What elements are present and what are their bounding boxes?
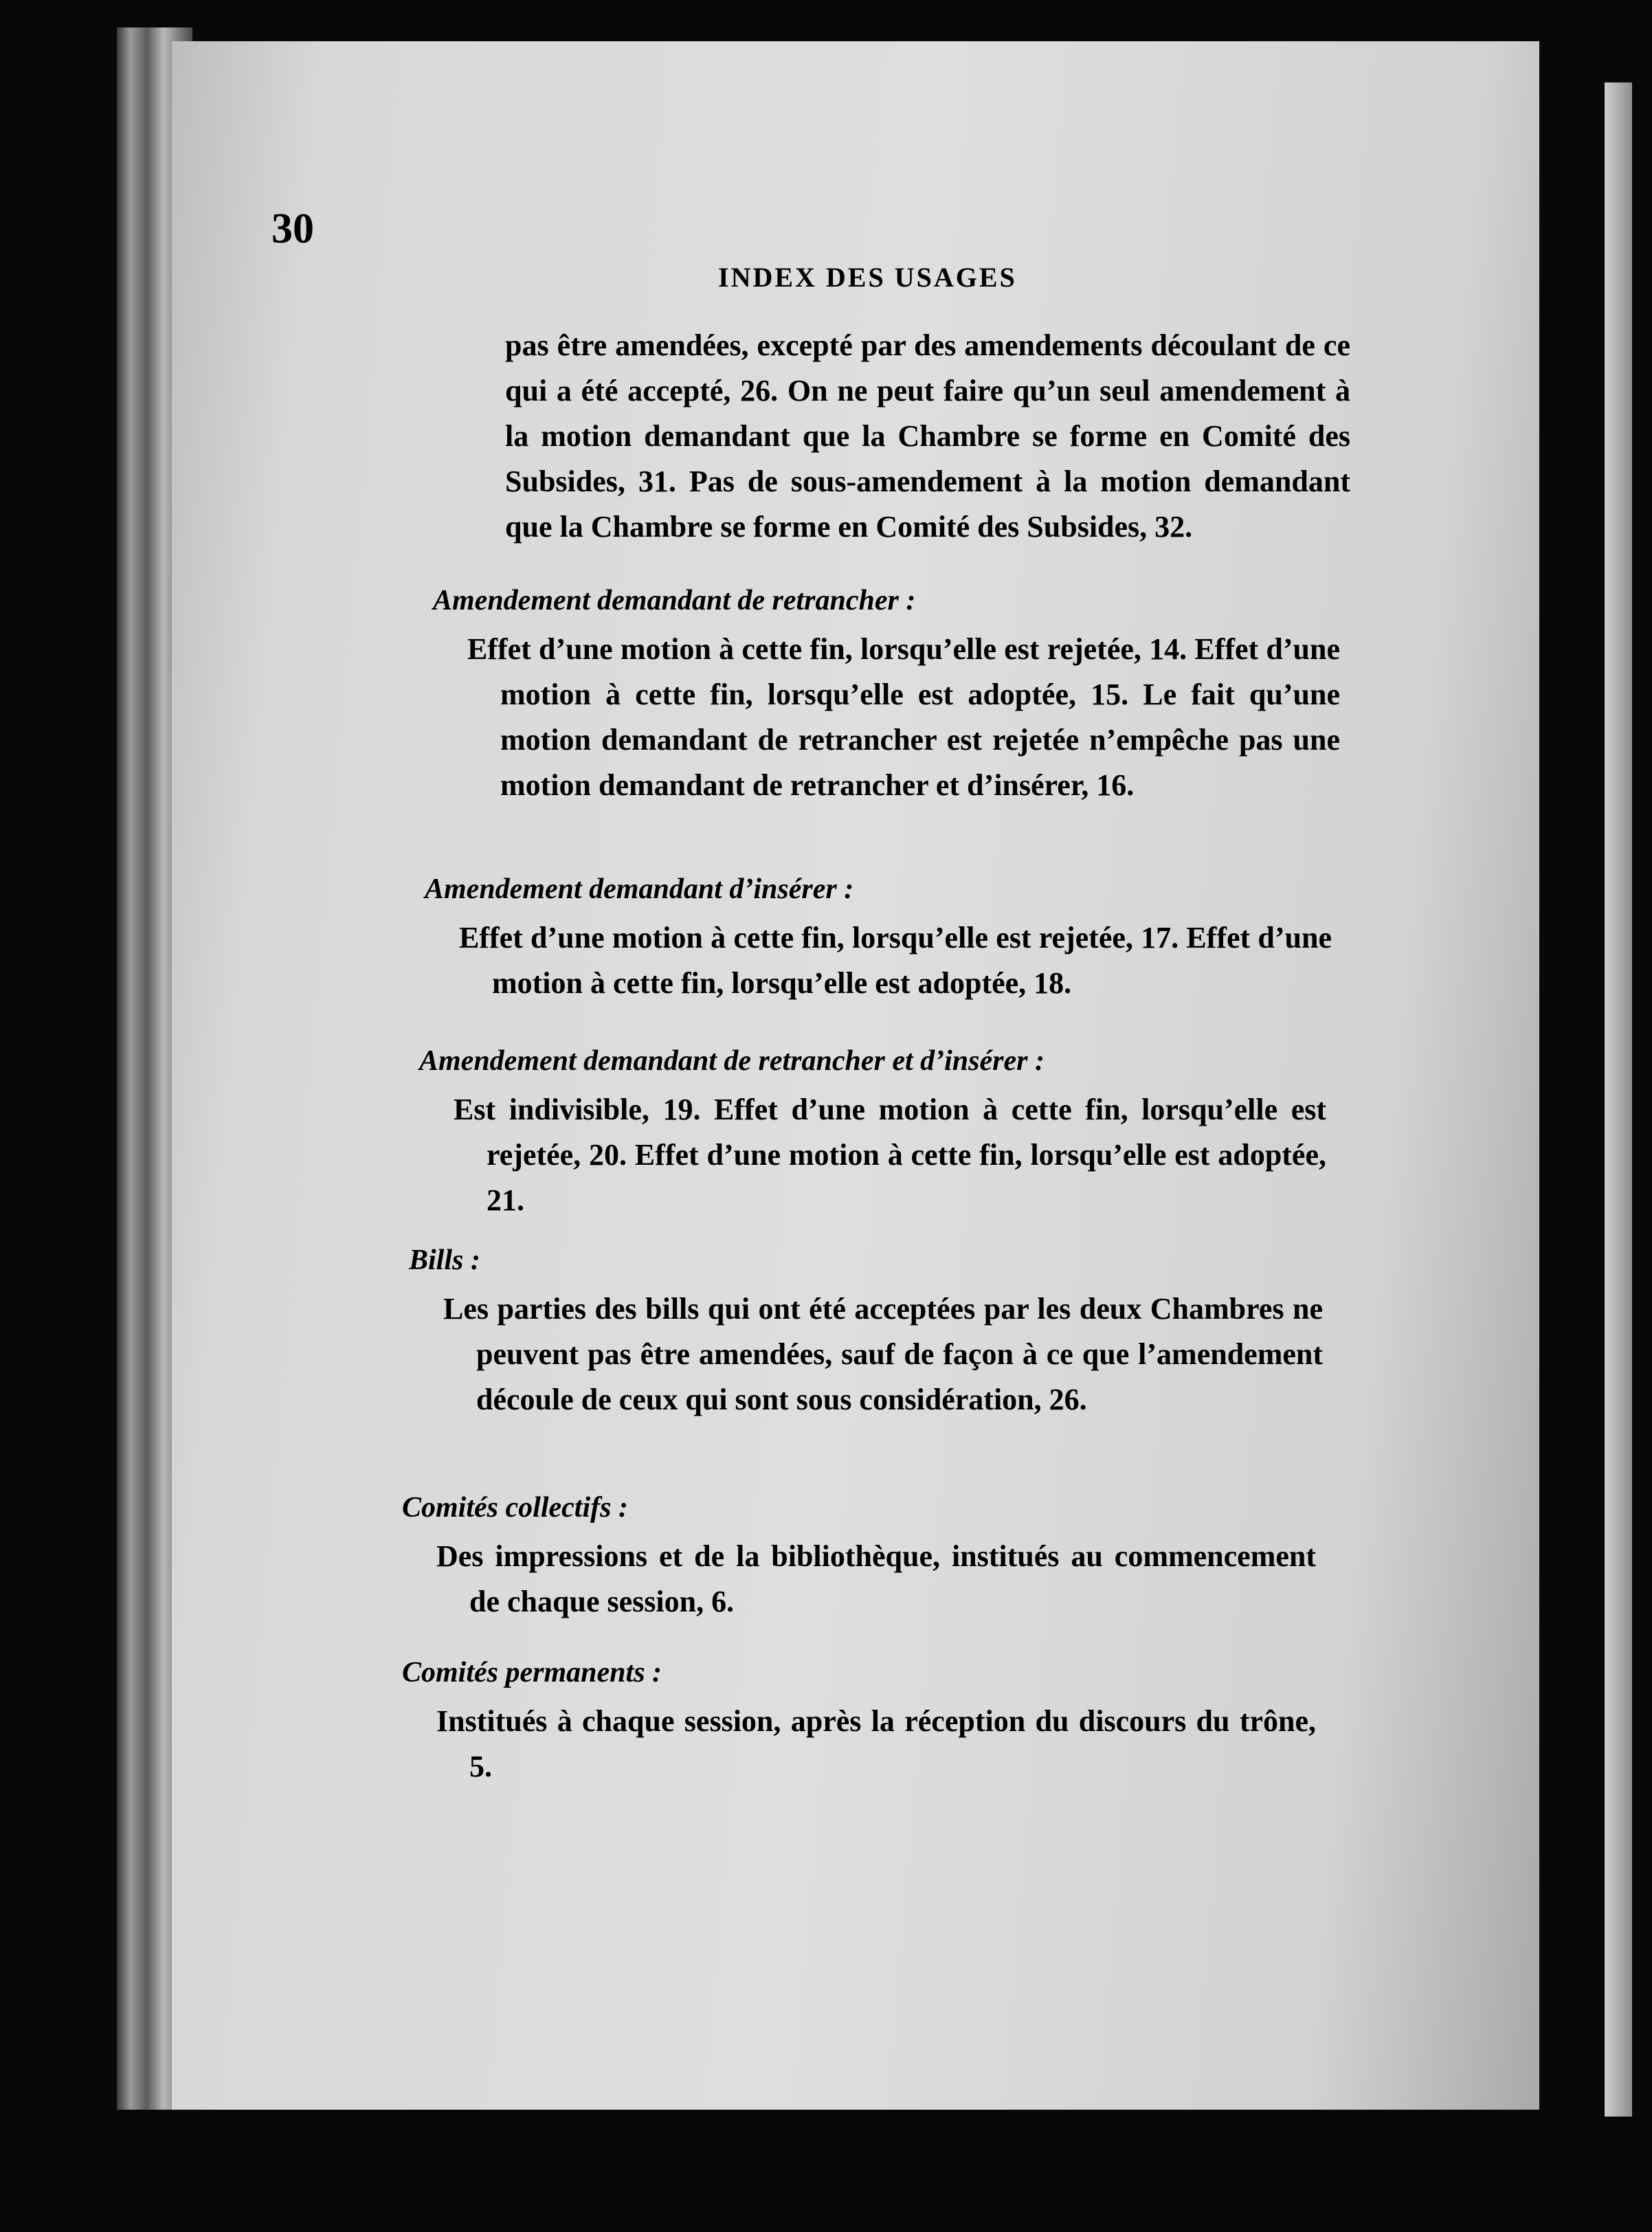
entry-text: Effet d’une motion à cette fin, lorsqu’elle est rejetée, 14. Effet d’une motion à cette fin, lorsqu’elle est adoptée, 15. Le fait qu’une motion demandant de retrancher est rejetée n’empêche pas une motion demandant de retrancher et d’insérer, 16.	[467, 632, 1340, 802]
continuation-block	[505, 323, 1350, 550]
entry-text: Des impressions et de la bibliothèque, institués au commencement de chaque session, 6.	[436, 1539, 1316, 1618]
entry-heading: Comités permanents :	[402, 1657, 662, 1688]
entry-text: Est indivisible, 19. Effet d’une motion à cette fin, lorsqu’elle est rejetée, 20. Effet d’une motion à cette fin, lorsqu’elle est adoptée, 21.	[454, 1093, 1326, 1217]
entry-heading: Bills :	[409, 1245, 480, 1276]
entry-heading: Amendement demandant de retrancher et d’insérer :	[419, 1045, 1045, 1077]
index-entry	[402, 1656, 1316, 1789]
continuation-text: pas être amendées, excepté par des amendements découlant de ce qui a été accepté, 26. On ne peut faire qu’un seul amendement à la motion demandant que la Chambre se forme en Comité des Subsides, 31. Pas de sous-amendement à la motion demandant que la Chambre se forme en Comité des Subsides, 32.	[505, 328, 1350, 544]
index-entry	[409, 1244, 1323, 1422]
running-head: INDEX DES USAGES	[718, 262, 1017, 293]
page-number: 30	[271, 205, 314, 252]
entry-text: Les parties des bills qui ont été acceptées par les deux Chambres ne peuvent pas être amendées, sauf de façon à ce que l’amendement découle de ceux qui sont sous considération, 26.	[443, 1292, 1323, 1416]
entry-heading: Comités collectifs :	[402, 1492, 628, 1524]
entry-text: Effet d’une motion à cette fin, lorsqu’elle est rejetée, 17. Effet d’une motion à cette fin, lorsqu’elle est adoptée, 18.	[459, 921, 1332, 1000]
index-entry	[425, 873, 1332, 1006]
page-edge-strip	[1605, 82, 1632, 2117]
index-entry	[433, 584, 1340, 808]
index-entry	[402, 1491, 1316, 1625]
index-entry	[419, 1045, 1326, 1223]
entry-heading: Amendement demandant d’insérer :	[425, 873, 854, 905]
entry-text: Institués à chaque session, après la réception du discours du trône, 5.	[436, 1704, 1316, 1783]
entry-heading: Amendement demandant de retrancher :	[433, 585, 916, 616]
